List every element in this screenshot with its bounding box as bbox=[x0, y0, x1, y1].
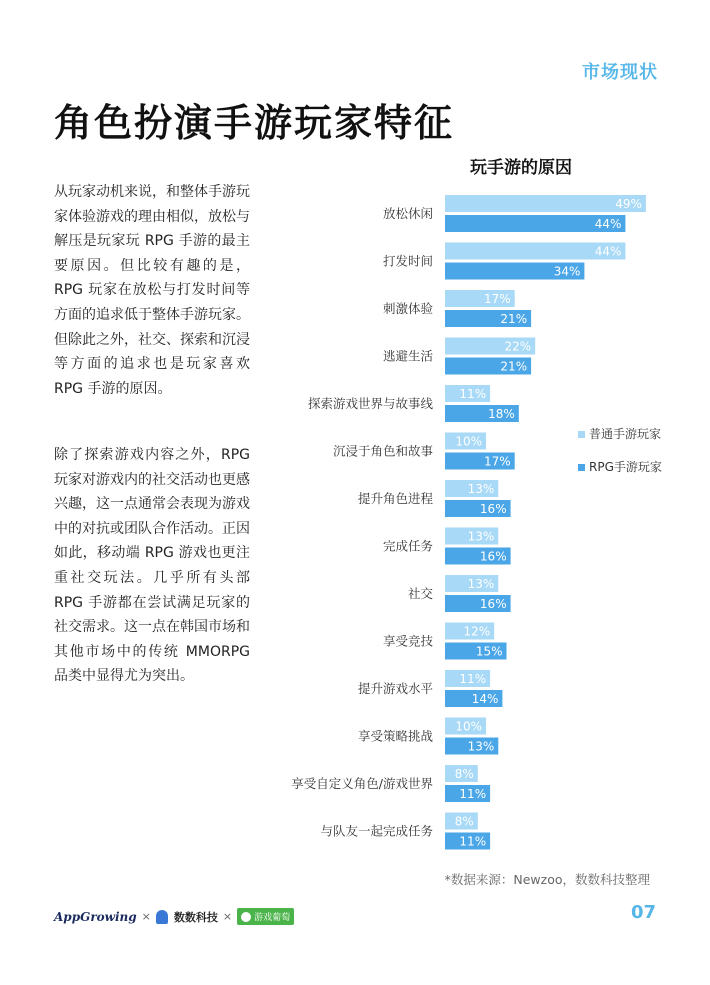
data-label: 16% bbox=[479, 549, 507, 564]
data-label: 11% bbox=[459, 834, 487, 849]
category-label: 提升游戏水平 bbox=[357, 681, 433, 696]
section-tag: 市场现状 bbox=[582, 62, 658, 83]
category-label: 完成任务 bbox=[382, 538, 433, 554]
category-label: 享受自定义角色/游戏世界 bbox=[291, 776, 433, 791]
legend-item-series-2 bbox=[578, 458, 662, 475]
data-label: 14% bbox=[471, 692, 499, 706]
data-label: 16% bbox=[479, 597, 507, 611]
data-label: 13% bbox=[467, 529, 495, 544]
data-label: 8% bbox=[454, 814, 474, 829]
shushu-logo: 数数科技 bbox=[173, 910, 218, 924]
data-label: 16% bbox=[479, 502, 507, 516]
paragraph-2: 除了探索游戏内容之外，RPG 玩家对游戏内的社交活动也更感兴趣，这一点通常会表现为游戏中的对抗或团队合作活动。正因如此，移动端 RPG 游戏也更注重社交玩法。几乎所有头部 RPG 手游都在尝试满足玩家的社交需求。这一点在韩国市场和其他市场中的传统 MMORPG 品类中显得尤为突出。 bbox=[54, 447, 250, 685]
data-label: 21% bbox=[500, 359, 528, 374]
data-label: 17% bbox=[484, 454, 511, 469]
data-label: 22% bbox=[504, 339, 532, 354]
page-title: 角色扮演手游玩家特征 bbox=[54, 101, 455, 145]
category-label: 享受策略挑战 bbox=[357, 728, 433, 744]
youxiputao-label: 游戏葡萄 bbox=[254, 913, 291, 923]
category-label: 逃避生活 bbox=[382, 348, 433, 364]
data-label: 13% bbox=[467, 482, 495, 496]
source-note: *数据来源：Newzoo，数数科技整理 bbox=[444, 872, 650, 887]
data-label: 21% bbox=[500, 312, 528, 326]
youxiputao-logo bbox=[237, 908, 294, 925]
data-label: 11% bbox=[459, 672, 487, 686]
data-label: 11% bbox=[459, 387, 487, 401]
data-label: 34% bbox=[553, 264, 581, 279]
data-label: 17% bbox=[484, 292, 511, 306]
paragraph-1: 从玩家动机来说，和整体手游玩家体验游戏的理由相似，放松与解压是玩家玩 RPG 手游的最主要原因。但比较有趣的是，RPG 玩家在放松与打发时间等方面的追求低于整体手游玩家。但除此之外，社交、探索和沉浸等方面的追求也是玩家喜欢 RPG 手游的原因。 bbox=[54, 184, 250, 397]
data-label: 49% bbox=[615, 197, 642, 211]
category-label: 刺激体验 bbox=[382, 301, 433, 316]
category-label: 社交 bbox=[407, 586, 433, 601]
category-label: 打发时间 bbox=[382, 253, 433, 269]
separator: × bbox=[222, 910, 233, 923]
page-number: 07 bbox=[630, 902, 656, 923]
separator: × bbox=[141, 910, 151, 923]
category-label: 探索游戏世界与故事线 bbox=[307, 396, 433, 411]
category-label: 沉浸于角色和故事 bbox=[332, 443, 433, 459]
data-label: 10% bbox=[455, 434, 482, 449]
appgrowing-logo: AppGrowing bbox=[54, 909, 137, 924]
data-label: 18% bbox=[488, 407, 515, 421]
category-label: 放松休闲 bbox=[382, 206, 433, 221]
data-label: 15% bbox=[475, 644, 503, 659]
data-label: 12% bbox=[463, 624, 491, 639]
data-label: 44% bbox=[594, 244, 622, 259]
category-label: 提升角色进程 bbox=[357, 491, 433, 506]
legend-swatch-series-2 bbox=[578, 464, 585, 471]
chart-title: 玩手游的原因 bbox=[470, 158, 572, 178]
legend-item-series-1 bbox=[578, 425, 661, 442]
grape-icon bbox=[241, 912, 251, 922]
legend-label-series-1: 普通手游玩家 bbox=[589, 427, 662, 441]
category-label: 与队友一起完成任务 bbox=[320, 823, 433, 839]
data-label: 10% bbox=[455, 719, 482, 734]
legend-label-series-2: RPG手游玩家 bbox=[589, 460, 662, 474]
shushu-logo-icon bbox=[156, 910, 168, 924]
data-label: 13% bbox=[467, 577, 495, 591]
category-label: 享受竞技 bbox=[382, 633, 433, 649]
data-label: 11% bbox=[459, 787, 487, 801]
data-label: 8% bbox=[454, 767, 474, 781]
legend-swatch-series-1 bbox=[578, 431, 585, 438]
data-label: 13% bbox=[467, 739, 495, 754]
data-label: 44% bbox=[594, 217, 622, 231]
footer-logos bbox=[54, 908, 294, 925]
